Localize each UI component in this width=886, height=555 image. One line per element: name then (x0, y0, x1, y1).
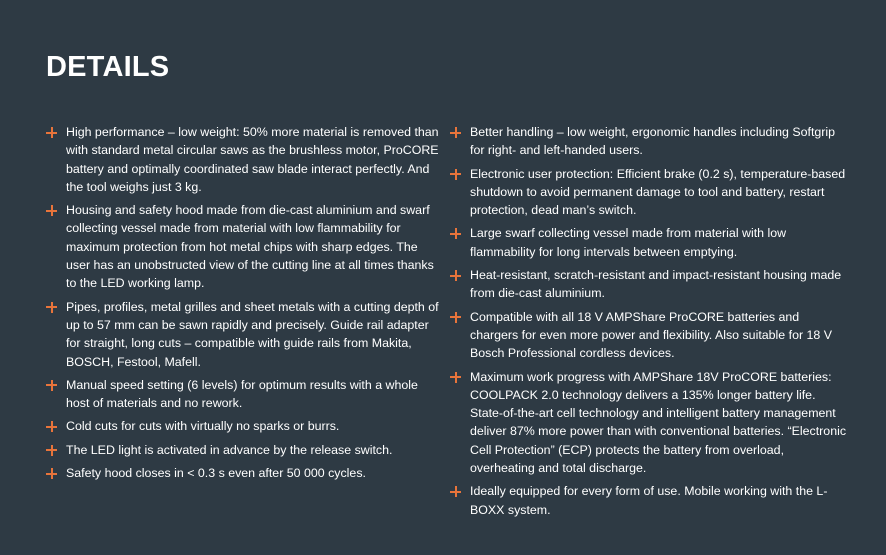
plus-icon (450, 270, 461, 281)
list-item (450, 368, 850, 478)
plus-icon (46, 205, 57, 216)
section-title: DETAILS (46, 51, 170, 83)
list-item-text: Electronic user protection: Efficient brake (0.2 s), temperature-based shutdown to avoid permanent damage to tool and battery, restart protection, dead man’s switch. (470, 166, 846, 218)
list-item (46, 417, 441, 435)
plus-icon (450, 312, 461, 323)
list-item-text: Heat-resistant, scratch-resistant and impact-resistant housing made from die-cast aluminium. (470, 268, 842, 301)
plus-icon (450, 372, 461, 383)
list-item-text: High performance – low weight: 50% more material is removed than with standard metal circular saws as the brushless motor, ProCORE battery and optimally coordinated saw blade interact perfectly. And the tool weighs just 3 kg. (66, 125, 439, 194)
list-item-text: Better handling – low weight, ergonomic handles including Softgrip for right- and left-handed users. (470, 125, 836, 158)
list-item-text: Large swarf collecting vessel made from material with low flammability for long intervals between emptying. (470, 226, 787, 259)
list-item-text: The LED light is activated in advance by the release switch. (66, 442, 393, 457)
list-item (450, 165, 850, 220)
list-item (450, 308, 850, 363)
list-item-text: Cold cuts for cuts with virtually no sparks or burrs. (66, 419, 340, 434)
list-item-text: Maximum work progress with AMPShare 18V ProCORE batteries: COOLPACK 2.0 technology delivers a 135% longer battery life. State-of-the-art cell technology and intelligent battery management deliver 87% more power than with conventional batteries. “Electronic Cell Protection” (ECP) protects the battery from overload, overheating and total discharge. (470, 369, 847, 476)
list-item (450, 482, 850, 519)
list-item-text: Ideally equipped for every form of use. Mobile working with the L-BOXX system. (470, 484, 828, 517)
list-item-text: Pipes, profiles, metal grilles and sheet metals with a cutting depth of up to 57 mm can be sawn rapidly and precisely. Guide rail adapter for straight, long cuts – compatible with guide rails from Makita, BOSCH, Festool, Mafell. (66, 299, 439, 369)
list-item-text: Compatible with all 18 V AMPShare ProCORE batteries and chargers for even more power and flexibility. Also suitable for 18 V Bosch Professional cordless devices. (470, 309, 833, 361)
feature-list-right (450, 123, 850, 524)
plus-icon (46, 302, 57, 313)
list-item-text: Safety hood closes in < 0.3 s even after 50 000 cycles. (66, 466, 366, 481)
list-item (46, 464, 441, 482)
plus-icon (46, 468, 57, 479)
plus-icon (450, 486, 461, 497)
list-item-text: Housing and safety hood made from die-cast aluminium and swarf collecting vessel made from material with low flammability for maximum protection from hot metal chips with sharp edges. The user has an unobstructed view of the cutting line at all times thanks to the LED working lamp. (66, 203, 434, 291)
plus-icon (46, 445, 57, 456)
list-item (46, 298, 441, 371)
list-item (46, 441, 441, 459)
list-item (450, 123, 850, 160)
plus-icon (450, 169, 461, 180)
plus-icon (46, 421, 57, 432)
feature-list-left (46, 123, 441, 487)
plus-icon (450, 127, 461, 138)
plus-icon (46, 127, 57, 138)
list-item-text: Manual speed setting (6 levels) for optimum results with a whole host of materials and no rework. (66, 377, 418, 411)
list-item (46, 376, 441, 413)
list-item (450, 266, 850, 303)
list-item (46, 201, 441, 292)
list-item (450, 224, 850, 261)
plus-icon (450, 228, 461, 239)
list-item (46, 123, 441, 196)
plus-icon (46, 380, 57, 391)
